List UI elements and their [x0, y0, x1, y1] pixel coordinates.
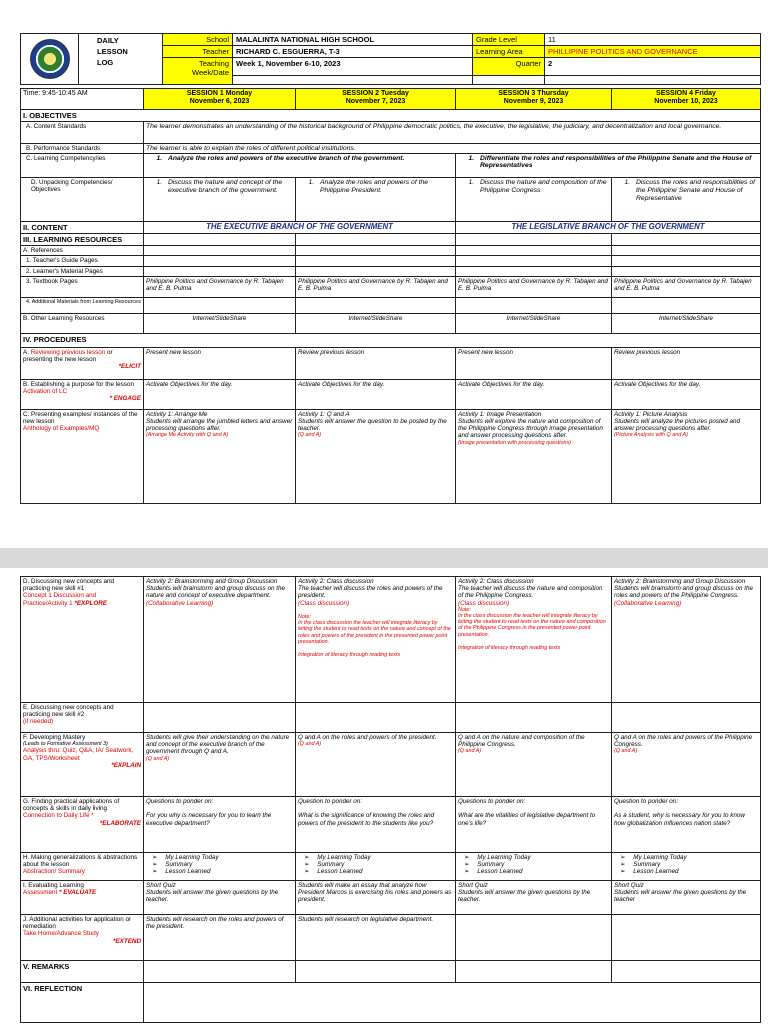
content-left: THE EXECUTIVE BRANCH OF THE GOVERNMENT — [144, 222, 456, 234]
proc-i-s2: Students will make an essay that analyze how President Marcos is exercising his roles and powers as president. — [296, 881, 456, 915]
proc-b-s2: Activate Objectives for the day. — [296, 379, 456, 409]
proc-c-s2: Activity 1: Q and A Students will answer the question to be posted by the teacher. (Q and A) — [296, 409, 456, 503]
objective-1: 1. Discuss the nature and concept of the executive branch of the government. — [144, 178, 296, 222]
proc-d-s2: Activity 2: Class discussion The teacher will discuss the roles and powers of the president. (Class discussion) Note: In the class discussion the teacher will integrate literacy by letting the student to read texts on the nature and concept of the roles and powers of the president in the presented power point presentation. Integration of literacy through reading texts — [296, 577, 456, 703]
area-value: PHILLIPINE POLITICS AND GOVERNANCE — [545, 46, 761, 58]
dll-title: DAILY LESSON LOG — [79, 34, 163, 85]
competency-left: 1. Analyze the roles and powers of the executive branch of the government. — [144, 154, 456, 178]
performance-standards-text: The learner is able to explain the roles of different political institutions. — [144, 144, 761, 154]
additional-materials-label: 4. Additional Materials from Learning Resources — [21, 297, 144, 313]
teacher-value: RICHARD C. ESGUERRA, T-3 — [233, 46, 473, 58]
session-3-header: SESSION 3 Thursday November 9, 2023 — [456, 89, 612, 110]
other-resources-label: B. Other Learning Resources — [21, 313, 144, 333]
competency-right: 1. Differentiate the roles and responsibilities of the Philippine Senate and the House of Representatives — [456, 154, 761, 178]
school-logo-cell — [21, 34, 79, 85]
content-heading: II. CONTENT — [21, 222, 144, 234]
proc-e-label: E. Discussing new concepts and practicing new skill #2 (if needed) — [21, 703, 144, 733]
week-label: Teaching Week/Date — [163, 58, 233, 85]
remarks-heading: V. REMARKS — [21, 961, 144, 983]
proc-d-s1: Activity 2: Brainstorming and Group Discussion Students will brainstorm and group discuss on the nature and concept of executive department. (Collaborative Learning) — [144, 577, 296, 703]
school-seal-icon — [30, 39, 70, 79]
proc-f-s2: Q and A on the roles and powers of the president. (Q and A) — [296, 733, 456, 797]
performance-standards-label: B. Performance Standards — [21, 144, 144, 154]
proc-f-label: F. Developing Mastery (Leads to Formative Assessment 3) Analysis thru: Quiz, Q&A, IA/ Seatwork, GA, TPS/Worksheet *EXPLAIN — [21, 733, 144, 797]
proc-b-s3: Activate Objectives for the day. — [456, 379, 612, 409]
session-2-header: SESSION 2 Tuesday November 7, 2023 — [296, 89, 456, 110]
header-table — [20, 33, 761, 85]
textbook-3: Philippine Politics and Governance by R. Tabajen and E. B. Pulma — [456, 276, 612, 297]
proc-h-s4: ➢ My Learning Today ➢ Summary ➢ Lesson Learned — [612, 853, 761, 881]
proc-h-s3: ➢ My Learning Today ➢ Summary ➢ Lesson Learned — [456, 853, 612, 881]
week-value: Week 1, November 6-10, 2023 — [233, 58, 473, 76]
proc-c-s1: Activity 1: Arrange Me Students will arrange the jumbled letters and answer processing questions after. (Arrange Me Activity with Q and A) — [144, 409, 296, 503]
textbook-2: Philippine Politics and Governance by R. Tabajen and E. B. Pulma — [296, 276, 456, 297]
session-4-header: SESSION 4 Friday November 10, 2023 — [612, 89, 761, 110]
proc-j-s3 — [456, 915, 612, 961]
objective-4: 1. Discuss the roles and responsibilities of the Philippine Senate and House of Representative — [612, 178, 761, 222]
proc-a-label: A. Reviewing previous lesson or presenting the new lesson *ELICIT — [21, 347, 144, 379]
textbook-1: Philippine Politics and Governance by R. Tabajen and E. B. Pulma — [144, 276, 296, 297]
references-label: A. References — [21, 246, 144, 256]
proc-j-s1: Students will research on the roles and powers of the president. — [144, 915, 296, 961]
textbook-pages-label: 3. Textbook Pages — [21, 276, 144, 297]
resources-heading: III. LEARNING RESOURCES — [21, 234, 144, 246]
grade-label: Grade Level — [473, 34, 545, 46]
proc-g-s1: Questions to ponder on: For you why is necessary for you to learn the executive department? — [144, 797, 296, 853]
proc-a-s1: Present new lesson — [144, 347, 296, 379]
proc-a-s4: Review previous lesson — [612, 347, 761, 379]
unpacking-label: D. Unpacking Competencies/ Objectives — [21, 178, 144, 222]
proc-h-s1: ➢ My Learning Today ➢ Summary ➢ Lesson Learned — [144, 853, 296, 881]
proc-f-s1: Students will give their understanding on the nature and concept of the executive branch of the government through Q and A. (Q and A) — [144, 733, 296, 797]
proc-i-s3: Short Quiz Students will answer the given questions by the teacher. — [456, 881, 612, 915]
proc-c-s4: Activity 1: Picture Analysis Students will analyze the pictures posted and answer processing questions after. (Picture Analysis with Q and A) — [612, 409, 761, 503]
quarter-value: 2 — [545, 58, 761, 76]
other-resource-2: Internet/SlideShare — [296, 313, 456, 333]
content-standards-text: The learner demonstrates an understanding of the historical background of Philippine democratic politics, the executive, the legislative, the judiciary, and decentralization and local governance. — [144, 122, 761, 144]
lesson-table-1 — [20, 88, 761, 504]
proc-j-label: J. Additional activities for application or remediation Take Home/Advance Study *EXTEND — [21, 915, 144, 961]
proc-d-s3: Activity 2: Class discussion The teacher will discuss the nature and composition of the Philippine Congress. (Class discussion) Note: In the class discussion the teacher will integrate literacy by letting the student to read texts on the nature and composition of the Philippine Congress in the presented power point presentation. Integration of literacy through reading texts — [456, 577, 612, 703]
content-standards-label: A. Content Standards — [21, 122, 144, 144]
session-1-header: SESSION 1 Monday November 6, 2023 — [144, 89, 296, 110]
content-right: THE LEGISLATIVE BRANCH OF THE GOVERNMENT — [456, 222, 761, 234]
proc-a-s3: Present new lesson — [456, 347, 612, 379]
proc-i-label: I. Evaluating Learning Assessment * EVALUATE — [21, 881, 144, 915]
proc-d-s4: Activity 2: Brainstorming and Group Discussion Students will brainstorm and group discuss on the roles and powers of the Philippine Congress. (Collaborative Learning) — [612, 577, 761, 703]
proc-f-s3: Q and A on the nature and composition of the Philippine Congress. (Q and A) — [456, 733, 612, 797]
objective-2: 1. Analyze the roles and powers of the Philippine President. — [296, 178, 456, 222]
proc-h-label: H. Making generalizations & abstractions about the lesson Abstraction/ Summary — [21, 853, 144, 881]
proc-f-s4: Q and A on the roles and powers of the Philippine Congress. (Q and A) — [612, 733, 761, 797]
proc-g-label: G. Finding practical applications of concepts & skills in daily living Connection to Daily Life * *ELABORATE — [21, 797, 144, 853]
grade-value: 11 — [545, 34, 761, 46]
proc-g-s2: Question to ponder on: What is the significance of knowing the roles and powers of the president to the students like you? — [296, 797, 456, 853]
quarter-label: Quarter — [473, 58, 545, 76]
teacher-label: Teacher — [163, 46, 233, 58]
lesson-table-2 — [20, 576, 761, 1023]
time-cell: Time: 9:45-10:45 AM — [21, 89, 144, 110]
proc-a-s2: Review previous lesson — [296, 347, 456, 379]
page-2 — [0, 568, 768, 1024]
school-value: MALALINTA NATIONAL HIGH SCHOOL — [233, 34, 473, 46]
other-resource-1: Internet/SlideShare — [144, 313, 296, 333]
area-label: Learning Area — [473, 46, 545, 58]
proc-d-label: D. Discussing new concepts and practicing new skill #1 Concept 1 Discussion and Practice/Activity 1 *EXPLORE — [21, 577, 144, 703]
proc-c-s3: Activity 1: Image Presentation Students will explore the nature and composition of the Philippine Congress through image presentation and answer processing questions after. (Image presentation with processing questions) — [456, 409, 612, 503]
tg-pages-label: 1. Teacher's Guide Pages — [21, 256, 144, 266]
objectives-heading: I. OBJECTIVES — [21, 110, 761, 122]
proc-c-label: C. Presenting examples/ instances of the new lesson Anthology of Examples/MQ — [21, 409, 144, 503]
proc-h-s2: ➢ My Learning Today ➢ Summary ➢ Lesson Learned — [296, 853, 456, 881]
textbook-4: Philippine Politics and Governance by R. Tabajen and E. B. Pulma — [612, 276, 761, 297]
objective-3: 1. Discuss the nature and composition of the Philippine Congress — [456, 178, 612, 222]
proc-i-s1: Short Quiz Students will answer the given questions by the teacher. — [144, 881, 296, 915]
proc-b-s1: Activate Objectives for the day. — [144, 379, 296, 409]
school-label: School — [163, 34, 233, 46]
proc-i-s4: Short Quiz Students will answer the given questions by the teacher — [612, 881, 761, 915]
other-resource-3: Internet/SlideShare — [456, 313, 612, 333]
proc-b-s4: Activate Objectives for the day. — [612, 379, 761, 409]
lm-pages-label: 2. Learner's Material Pages — [21, 266, 144, 276]
proc-g-s4: Question to ponder on: As a student, why is necessary for you to know how globalization influences nation state? — [612, 797, 761, 853]
procedures-heading: IV. PROCEDURES — [21, 333, 761, 347]
competency-label: C. Learning Competency/ies — [21, 154, 144, 178]
proc-j-s4 — [612, 915, 761, 961]
other-resource-4: Internet/SlideShare — [612, 313, 761, 333]
reflection-heading: VI. REFLECTION — [21, 983, 144, 1023]
proc-j-s2: Students will research on legislative department. — [296, 915, 456, 961]
proc-g-s3: Questions to ponder on: What are the vitalities of legislative department to one's life? — [456, 797, 612, 853]
proc-b-label: B. Establishing a purpose for the lesson Activation of LC * ENGAGE — [21, 379, 144, 409]
